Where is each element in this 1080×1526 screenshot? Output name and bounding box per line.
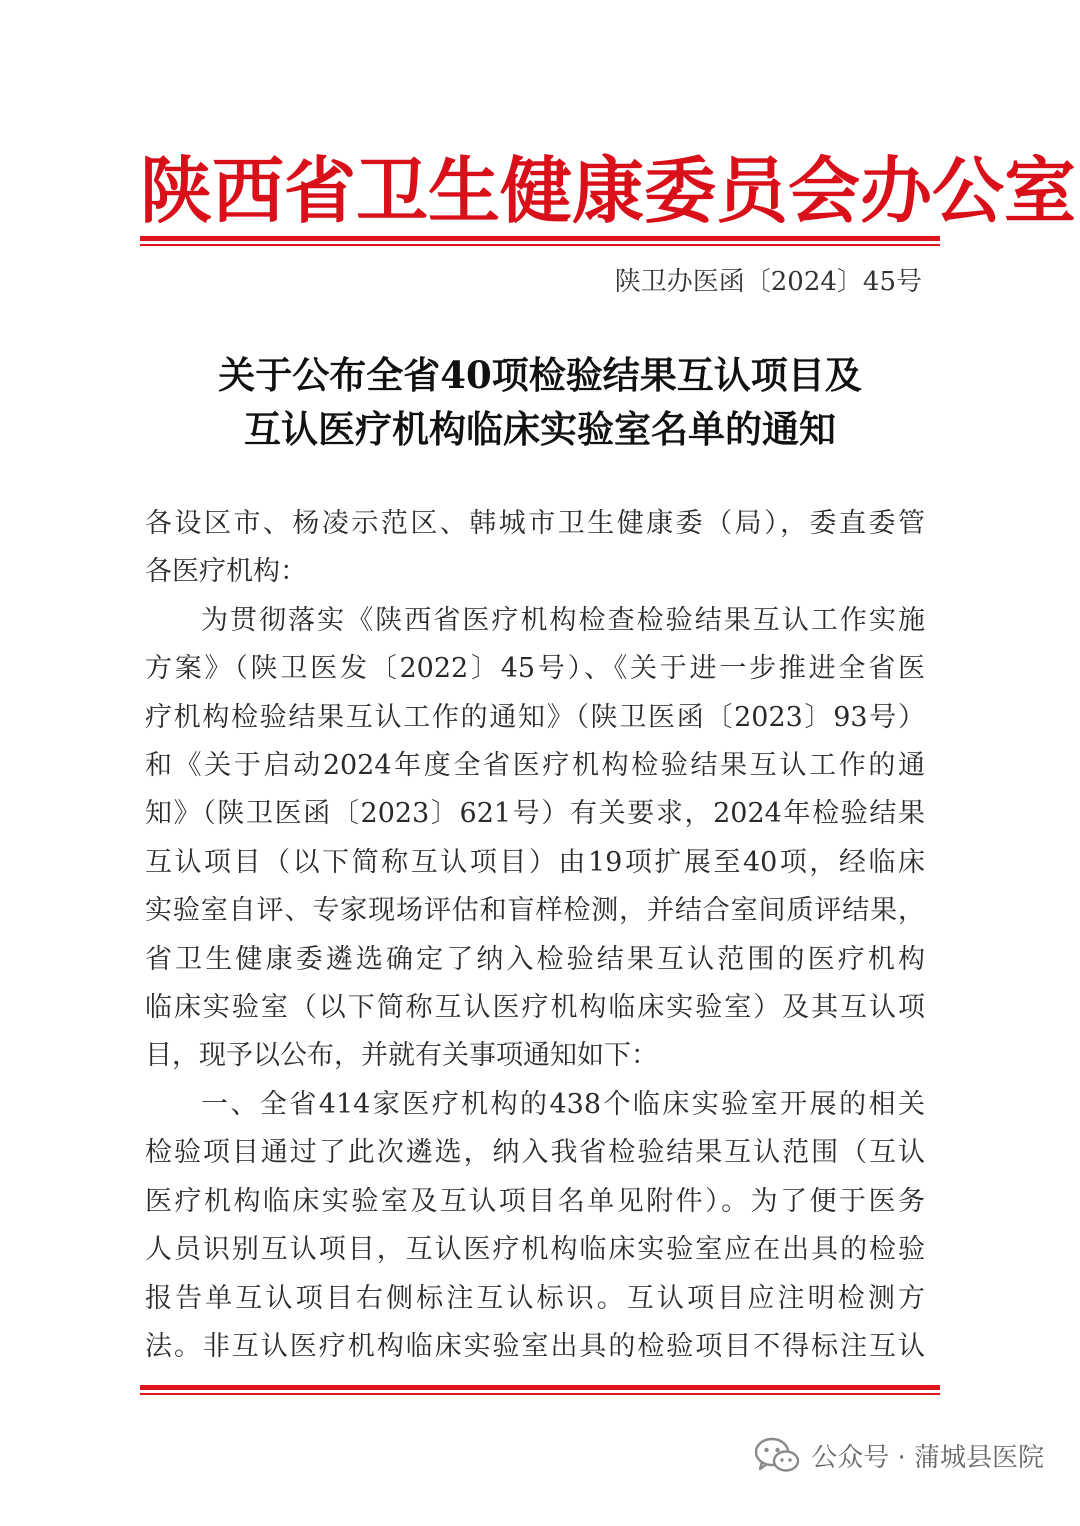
body-line: 疗机构检验结果互认工作的通知》（陕卫医函〔2023〕93号） bbox=[145, 701, 925, 733]
body-line: 各设区市、杨凌示范区、韩城市卫生健康委（局），委直委管 bbox=[145, 508, 925, 539]
body-line: 临床实验室（以下简称互认医疗机构临床实验室）及其互认项 bbox=[145, 992, 925, 1024]
document-number: 陕卫办医函〔2024〕45号 bbox=[614, 267, 922, 297]
wechat-icon bbox=[753, 1435, 801, 1475]
body-line: 目，现予以公布，并就有关事项通知如下： bbox=[145, 1040, 658, 1072]
body-line: 知》（陕卫医函〔2023〕621号）有关要求，2024年检验结果 bbox=[145, 798, 925, 830]
body-line: 为贯彻落实《陕西省医疗机构检查检验结果互认工作实施 bbox=[201, 604, 925, 636]
body-line: 一、全省414家医疗机构的438个临床实验室开展的相关 bbox=[201, 1088, 925, 1120]
body-line: 互认项目（以下简称互认项目）由19项扩展至40项，经临床 bbox=[145, 846, 925, 878]
body-line: 人员识别互认项目，互认医疗机构临床实验室应在出具的检验 bbox=[145, 1234, 925, 1266]
document-body bbox=[145, 500, 925, 1371]
title-line-2: 互认医疗机构临床实验室名单的通知 bbox=[244, 407, 836, 451]
wechat-watermark bbox=[753, 1435, 1044, 1475]
header-rule-thin bbox=[140, 244, 940, 246]
body-line: 报告单互认项目右侧标注互认标识。互认项目应注明检测方 bbox=[145, 1282, 925, 1314]
footer-rule-thick bbox=[140, 1385, 940, 1390]
body-line: 各医疗机构： bbox=[145, 556, 307, 588]
issuer-header: 陕西省卫生健康委员会办公室 bbox=[140, 148, 1077, 233]
header-rule-thick bbox=[140, 236, 940, 241]
body-line: 方案》（陕卫医发〔2022〕45号）、《关于进一步推进全省医 bbox=[145, 653, 925, 685]
body-line: 实验室自评、专家现场评估和盲样检测，并结合室间质评结果， bbox=[145, 895, 925, 927]
body-line: 和《关于启动2024年度全省医疗机构检验结果互认工作的通 bbox=[145, 750, 925, 782]
document-title bbox=[140, 348, 940, 456]
footer-rule-thin bbox=[140, 1393, 940, 1395]
title-line-1: 关于公布全省40项检验结果互认项目及 bbox=[218, 353, 862, 397]
body-line: 省卫生健康委遴选确定了纳入检验结果互认范围的医疗机构 bbox=[145, 943, 925, 975]
watermark-text: 公众号 · 蒲城县医院 bbox=[811, 1442, 1044, 1473]
body-line: 检验项目通过了此次遴选，纳入我省检验结果互认范围（互认 bbox=[145, 1137, 925, 1169]
body-line: 法。非互认医疗机构临床实验室出具的检验项目不得标注互认 bbox=[145, 1330, 925, 1362]
body-line: 医疗机构临床实验室及互认项目名单见附件）。为了便于医务 bbox=[145, 1185, 925, 1217]
